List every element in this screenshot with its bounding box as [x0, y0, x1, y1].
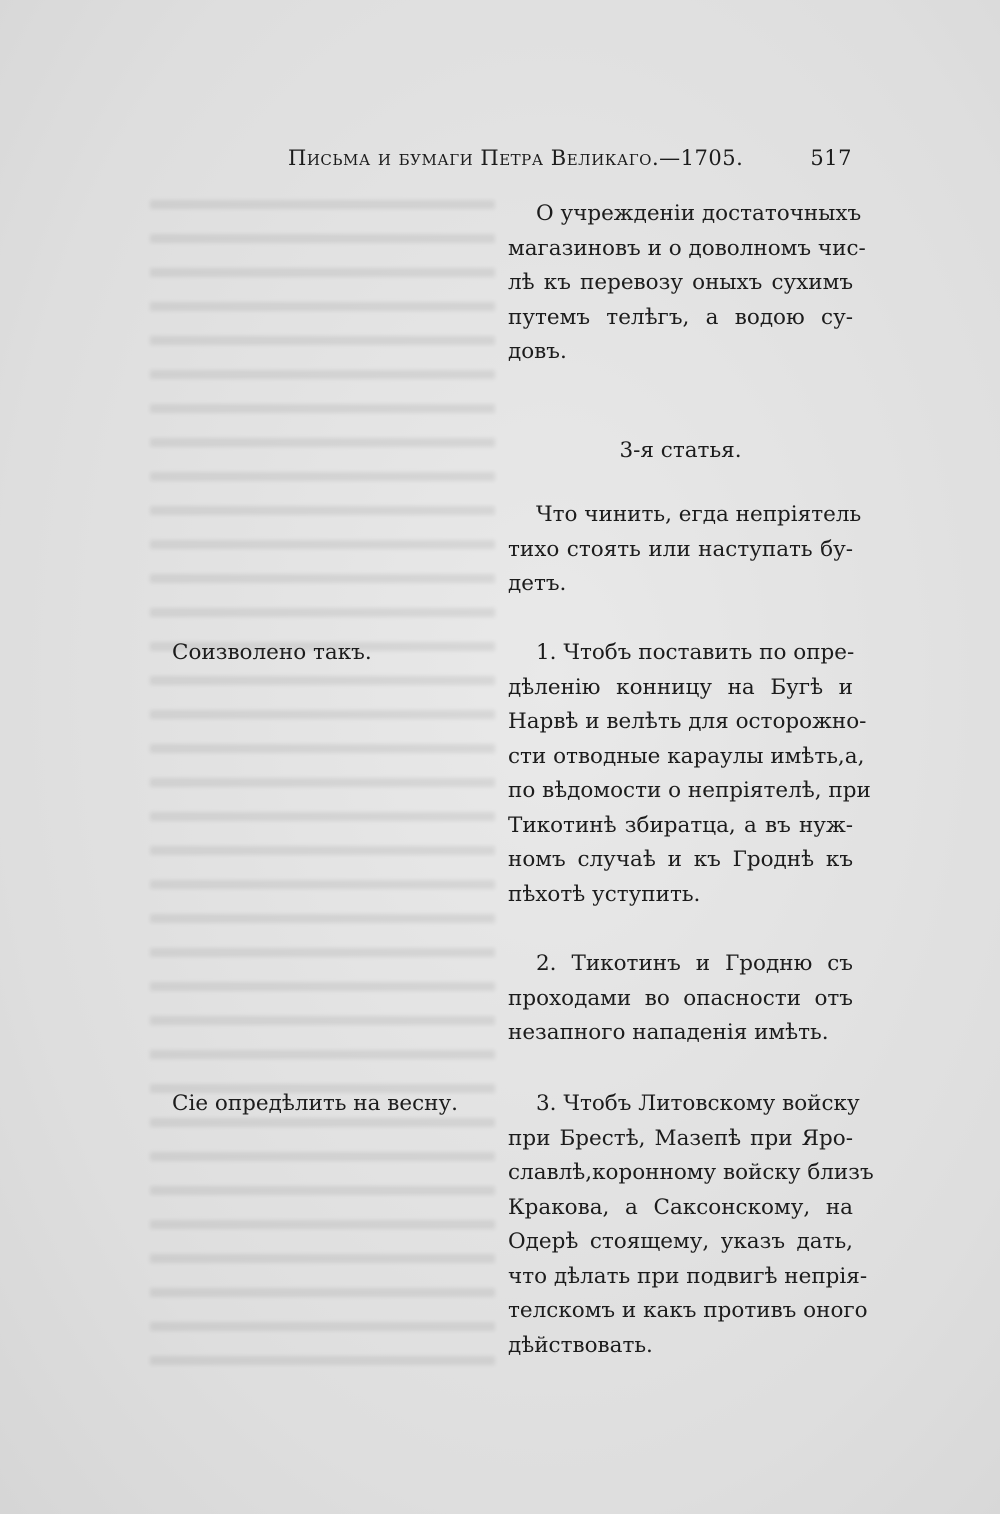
bleed-through-texture: [150, 200, 495, 1380]
text-line: 3. Чтобъ Литовскому войску: [536, 1091, 860, 1116]
text-line: незапного нападенія имѣть.: [508, 1020, 829, 1045]
question-paragraph: [508, 498, 862, 602]
text-line: сти отводные караулы имѣть,а,: [508, 743, 865, 769]
running-title: Письма и бумаги Петра Великаго.—1705.: [288, 146, 744, 170]
text-line: Нарвѣ и велѣть для осторожно-: [508, 709, 867, 734]
item1-paragraph: [508, 636, 871, 912]
text-line: Что чинить, егда непріятель: [536, 502, 862, 527]
text-line: пѣхотѣ уступить.: [508, 881, 701, 907]
text-line: телскомъ и какъ противъ оного: [508, 1298, 868, 1323]
item3-paragraph: [508, 1087, 874, 1363]
text-line: славлѣ,коронному войску близъ: [508, 1160, 874, 1185]
text-line: 2. Тикотинъ и Гродню съ: [536, 951, 853, 976]
text-line: по вѣдомости о непріятелѣ, при: [508, 778, 871, 803]
text-line: детъ.: [508, 571, 567, 596]
margin-note-item3: Сіе опредѣлить на весну.: [172, 1091, 458, 1116]
item2-paragraph: [508, 947, 853, 1051]
text-line: Тикотинѣ збиратца, а въ нуж-: [508, 812, 853, 838]
page-number: 517: [810, 146, 852, 170]
text-line: О учрежденіи достаточныхъ: [536, 201, 862, 226]
text-line: магазиновъ и о доволномъ чис-: [508, 235, 866, 261]
text-line: Одерѣ стоящему, указъ дать,: [508, 1229, 853, 1254]
text-line: тихо стоять или наступать бу-: [508, 536, 853, 562]
margin-note-item1: Соизволено такъ.: [172, 640, 372, 665]
text-line: лѣ къ перевозу оныхъ сухимъ: [508, 270, 853, 295]
text-line: что дѣлать при подвигѣ непрія-: [508, 1263, 868, 1289]
text-line: 1. Чтобъ поставить по опре-: [536, 640, 855, 665]
text-line: номъ случаѣ и къ Гроднѣ къ: [508, 847, 853, 872]
text-line: путемъ телѣгъ, а водою су-: [508, 304, 853, 330]
text-line: дѣленію конницу на Бугѣ и: [508, 674, 853, 700]
text-line: проходами во опасности отъ: [508, 985, 853, 1011]
running-head: [288, 146, 852, 180]
text-line: дѣйствовать.: [508, 1332, 653, 1358]
intro-paragraph: [508, 197, 866, 370]
text-line: Кракова, а Саксонскому, на: [508, 1194, 853, 1220]
article-heading: 3-я статья.: [619, 438, 742, 463]
text-line: при Брестѣ, Мазепѣ при Яро-: [508, 1125, 853, 1151]
text-line: довъ.: [508, 339, 567, 364]
